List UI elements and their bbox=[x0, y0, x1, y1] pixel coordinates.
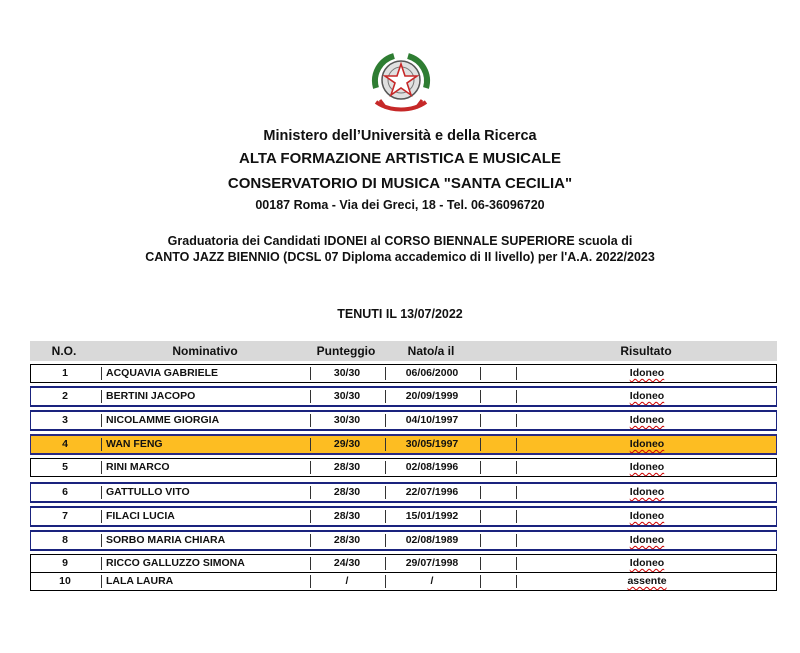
candidate-name: FILACI LUCIA bbox=[106, 510, 175, 522]
candidate-birthdate: 29/07/1998 bbox=[405, 557, 459, 569]
candidate-score: 24/30 bbox=[333, 557, 361, 569]
row-number: 7 bbox=[62, 510, 68, 522]
candidate-result: Idoneo bbox=[629, 438, 665, 450]
candidate-name: RICCO GALLUZZO SIMONA bbox=[106, 557, 245, 569]
ranking-title-line2: CANTO JAZZ BIENNIO (DCSL 07 Diploma accademico di II livello) per l'A.A. 2022/2023 bbox=[145, 250, 655, 264]
candidate-result: Idoneo bbox=[629, 414, 665, 426]
column-header-birthdate: Nato/a il bbox=[407, 344, 455, 358]
row-number: 1 bbox=[62, 367, 68, 379]
candidate-name: ACQUAVIA GABRIELE bbox=[106, 367, 219, 379]
candidate-score: / bbox=[345, 575, 349, 587]
table-row bbox=[30, 572, 777, 591]
table-row bbox=[30, 364, 777, 383]
table-row bbox=[30, 482, 777, 503]
row-number: 2 bbox=[62, 390, 68, 402]
row-number: 6 bbox=[62, 486, 68, 498]
candidate-score: 28/30 bbox=[333, 510, 361, 522]
candidate-result: Idoneo bbox=[629, 461, 665, 473]
row-number: 5 bbox=[62, 461, 68, 473]
conservatory-title: CONSERVATORIO DI MUSICA "SANTA CECILIA" bbox=[227, 175, 573, 192]
candidate-birthdate: 22/07/1996 bbox=[405, 486, 459, 498]
candidate-result: Idoneo bbox=[629, 534, 665, 546]
candidate-score: 28/30 bbox=[333, 461, 361, 473]
column-header-result: Risultato bbox=[620, 344, 672, 358]
table-row bbox=[30, 410, 777, 431]
table-row bbox=[30, 458, 777, 477]
ministry-title: Ministero dell’Università e della Ricerca bbox=[263, 128, 537, 144]
candidate-birthdate: 06/06/2000 bbox=[405, 367, 459, 379]
candidate-result: Idoneo bbox=[629, 486, 665, 498]
row-number: 10 bbox=[59, 575, 71, 587]
candidate-name: WAN FENG bbox=[106, 438, 163, 450]
candidate-name: GATTULLO VITO bbox=[106, 486, 190, 498]
candidate-score: 30/30 bbox=[333, 367, 361, 379]
row-number: 9 bbox=[62, 557, 68, 569]
column-header-name: Nominativo bbox=[172, 344, 238, 358]
column-header-number: N.O. bbox=[51, 344, 77, 358]
candidate-score: 28/30 bbox=[333, 534, 361, 546]
candidate-birthdate: 30/05/1997 bbox=[405, 438, 459, 450]
candidate-score: 29/30 bbox=[333, 438, 361, 450]
candidate-birthdate: 04/10/1997 bbox=[405, 414, 459, 426]
republic-emblem-logo bbox=[366, 52, 436, 116]
table-row bbox=[30, 554, 777, 573]
candidate-birthdate: 02/08/1989 bbox=[405, 534, 459, 546]
candidate-name: RINI MARCO bbox=[106, 461, 170, 473]
candidate-birthdate: / bbox=[430, 575, 434, 587]
table-row bbox=[30, 386, 777, 407]
candidate-name: BERTINI JACOPO bbox=[106, 390, 196, 402]
table-row bbox=[30, 530, 777, 551]
candidate-name: NICOLAMME GIORGIA bbox=[106, 414, 220, 426]
row-number: 3 bbox=[62, 414, 68, 426]
candidate-result: assente bbox=[627, 575, 667, 587]
candidate-score: 30/30 bbox=[333, 414, 361, 426]
afam-title: ALTA FORMAZIONE ARTISTICA E MUSICALE bbox=[239, 150, 561, 167]
candidate-score: 30/30 bbox=[333, 390, 361, 402]
address-line: 00187 Roma - Via dei Greci, 18 - Tel. 06-36096720 bbox=[255, 198, 545, 212]
candidate-result: Idoneo bbox=[629, 557, 665, 569]
table-row-highlighted bbox=[30, 434, 777, 455]
candidate-score: 28/30 bbox=[333, 486, 361, 498]
results-table bbox=[30, 341, 777, 587]
candidate-birthdate: 20/09/1999 bbox=[405, 390, 459, 402]
candidate-result: Idoneo bbox=[629, 390, 665, 402]
candidate-birthdate: 02/08/1996 bbox=[405, 461, 459, 473]
row-number: 4 bbox=[62, 438, 68, 450]
table-row bbox=[30, 506, 777, 527]
candidate-result: Idoneo bbox=[629, 367, 665, 379]
row-number: 8 bbox=[62, 534, 68, 546]
candidate-birthdate: 15/01/1992 bbox=[405, 510, 459, 522]
candidate-name: SORBO MARIA CHIARA bbox=[106, 534, 226, 546]
table-header bbox=[30, 341, 777, 361]
candidate-result: Idoneo bbox=[629, 510, 665, 522]
exam-date-line: TENUTI IL 13/07/2022 bbox=[337, 307, 463, 321]
ranking-title-line1: Graduatoria dei Candidati IDONEI al CORSO BIENNALE SUPERIORE scuola di bbox=[167, 234, 633, 248]
column-header-score: Punteggio bbox=[316, 344, 376, 358]
candidate-name: LALA LAURA bbox=[106, 575, 174, 587]
